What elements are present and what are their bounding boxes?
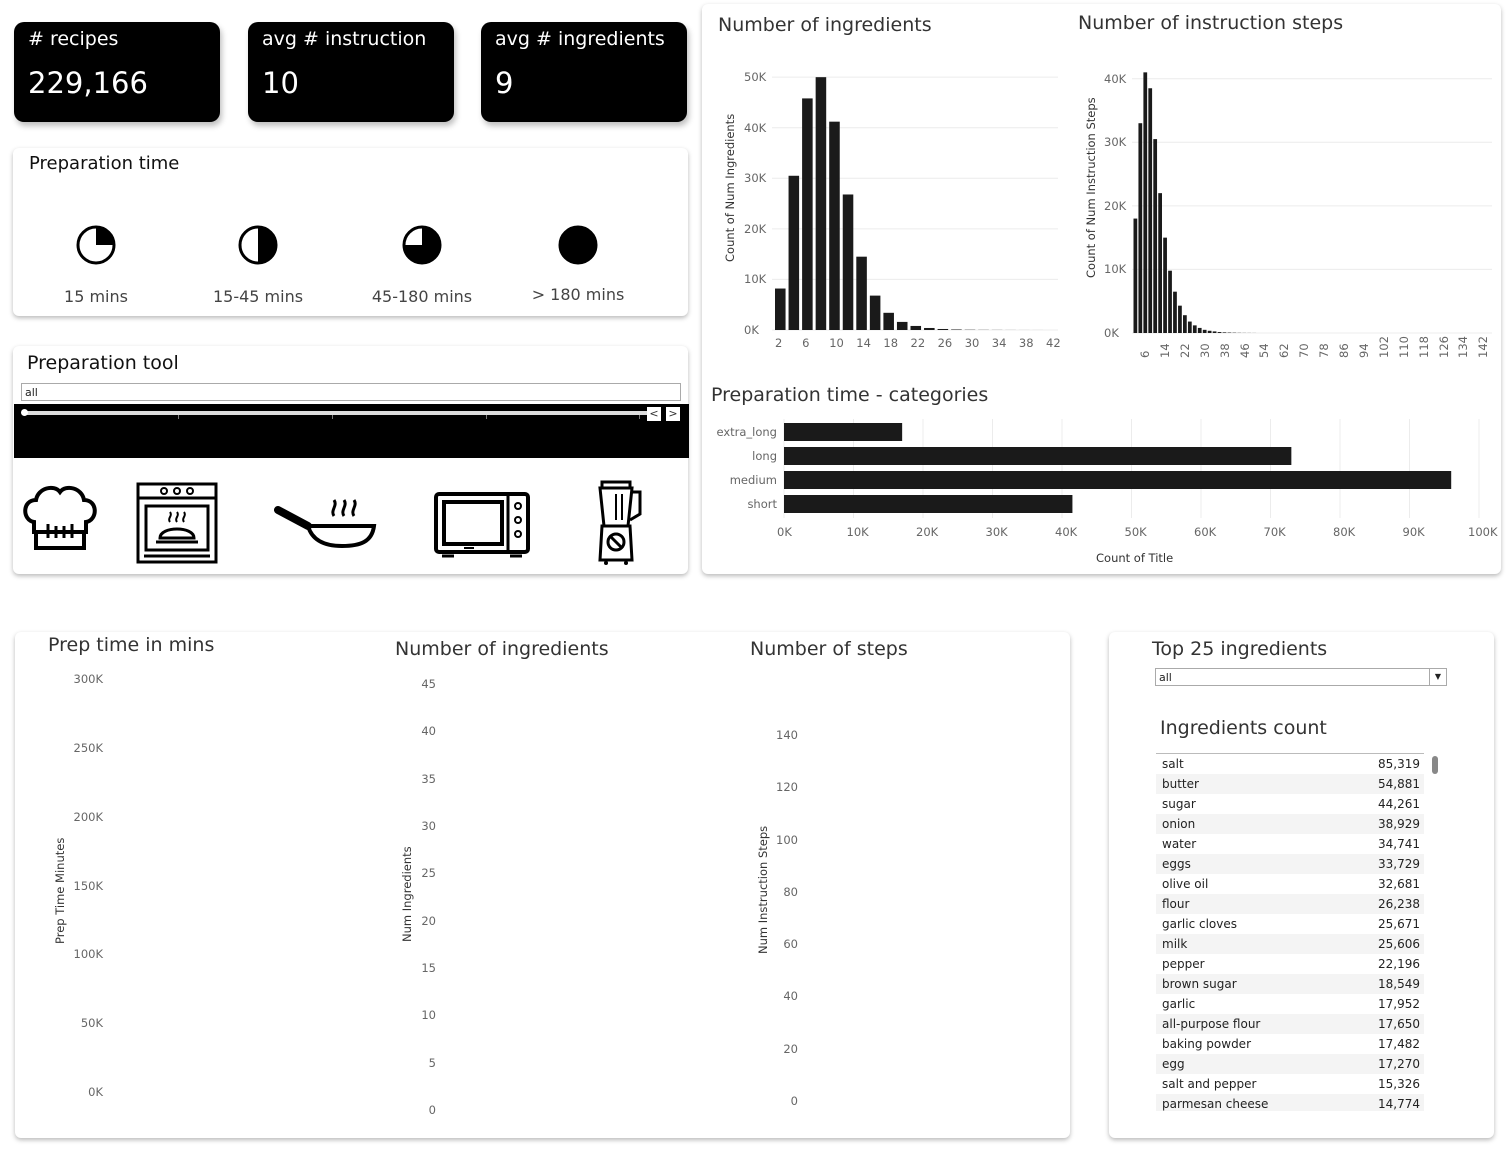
- ingredient-count: 85,319: [1378, 757, 1420, 771]
- table-row[interactable]: [1156, 1074, 1424, 1094]
- y-tick: 50K: [744, 70, 767, 85]
- prep-time-label[interactable]: 15-45 mins: [212, 287, 304, 306]
- x-tick: 14: [856, 336, 871, 350]
- histogram-bar: [816, 77, 827, 330]
- prep-time-label[interactable]: > 180 mins: [531, 285, 625, 304]
- category-label: long: [752, 449, 777, 463]
- ingredient-name: eggs: [1162, 857, 1191, 871]
- table-row[interactable]: [1156, 954, 1424, 974]
- ingredient-count: 44,261: [1378, 797, 1420, 811]
- y-tick: 15: [421, 961, 436, 975]
- prep-time-title: Preparation time: [29, 153, 180, 174]
- table-row[interactable]: [1156, 874, 1424, 894]
- histogram-bar: [1168, 271, 1172, 333]
- table-row[interactable]: [1156, 1014, 1424, 1034]
- ingredients-hist-ylabel: Count of Num Ingredients: [723, 113, 737, 262]
- category-bar: [784, 447, 1291, 465]
- ingredient-name: salt and pepper: [1162, 1077, 1257, 1091]
- x-tick: 62: [1277, 343, 1292, 358]
- prep-time-label[interactable]: 15 mins: [64, 287, 128, 306]
- half-clock-icon-fill: [258, 227, 276, 263]
- ingredient-name: water: [1162, 837, 1197, 851]
- chevron-down-icon[interactable]: ▼: [1429, 669, 1446, 685]
- ingredient-name: garlic cloves: [1162, 917, 1237, 931]
- y-tick: 10K: [744, 272, 767, 287]
- kpi-value: 229,166: [28, 66, 148, 100]
- y-tick: 150K: [73, 878, 103, 893]
- ingredient-name: all-purpose flour: [1162, 1017, 1261, 1031]
- table-row[interactable]: [1156, 834, 1424, 854]
- table-row[interactable]: [1156, 1094, 1424, 1111]
- kpi-label: # recipes: [28, 28, 119, 50]
- histogram-bar: [1138, 123, 1142, 333]
- histogram-bar: [1173, 292, 1177, 333]
- histogram-bar: [1203, 330, 1207, 333]
- table-row[interactable]: [1156, 934, 1424, 954]
- ingredient-count: 17,482: [1378, 1037, 1420, 1051]
- y-tick: 40K: [1104, 71, 1127, 86]
- x-tick: 34: [991, 336, 1007, 350]
- category-bar: [784, 423, 902, 441]
- ingredient-count: 38,929: [1378, 817, 1420, 831]
- x-tick: 94: [1356, 343, 1371, 358]
- category-label: medium: [729, 473, 777, 487]
- x-tick: 110: [1396, 336, 1411, 358]
- y-tick: 80: [783, 884, 798, 899]
- x-tick: 42: [1046, 336, 1061, 350]
- x-tick: 30: [1197, 343, 1212, 358]
- prep-box-title: Prep time in mins: [48, 634, 215, 656]
- x-tick: 126: [1436, 336, 1451, 358]
- ingredient-count: 17,270: [1378, 1057, 1420, 1071]
- y-tick: 100: [776, 832, 798, 847]
- y-tick: 10K: [1104, 262, 1127, 277]
- ingredients-hist-title: Number of ingredients: [718, 14, 932, 36]
- y-tick: 30K: [1104, 135, 1127, 150]
- ingredient-count: 22,196: [1378, 957, 1420, 971]
- ingredient-count: 18,549: [1378, 977, 1420, 991]
- table-row[interactable]: [1156, 994, 1424, 1014]
- histogram-bar: [1148, 88, 1152, 333]
- x-tick: 80K: [1333, 525, 1356, 539]
- ingredients-box-ylabel: Num Ingredients: [400, 846, 414, 942]
- ingredient-name: garlic: [1162, 997, 1196, 1011]
- categories-title: Preparation time - categories: [711, 384, 989, 406]
- table-row[interactable]: [1156, 814, 1424, 834]
- ingredient-name: flour: [1162, 897, 1190, 911]
- y-tick: 5: [428, 1055, 436, 1070]
- ingredient-count: 25,671: [1378, 917, 1420, 931]
- histogram-bar: [883, 313, 894, 330]
- table-row[interactable]: [1156, 754, 1424, 774]
- y-tick: 0: [790, 1094, 798, 1108]
- histogram-bar: [775, 289, 786, 330]
- ingredient-filter-value: all: [1159, 671, 1172, 684]
- ingredient-count: 17,952: [1378, 997, 1420, 1011]
- ingredient-name: pepper: [1162, 957, 1205, 971]
- steps-hist-title: Number of instruction steps: [1078, 12, 1344, 34]
- y-tick: 45: [421, 677, 436, 691]
- kpi-value: 9: [495, 66, 514, 100]
- prep-tool-title: Preparation tool: [27, 352, 179, 374]
- x-tick: 6: [802, 336, 810, 350]
- x-tick: 86: [1337, 343, 1351, 358]
- x-tick: 40K: [1055, 525, 1078, 539]
- x-tick: 0K: [777, 525, 792, 539]
- table-row[interactable]: [1156, 1034, 1424, 1054]
- y-tick: 0K: [744, 323, 759, 337]
- quarter-clock-icon-fill: [96, 227, 114, 245]
- kpi-label: avg # instruction: [262, 28, 427, 50]
- steps-box-ylabel: Num Instruction Steps: [756, 825, 770, 954]
- table-row[interactable]: [1156, 794, 1424, 814]
- histogram-bar: [1163, 238, 1167, 333]
- x-tick: 70K: [1263, 525, 1286, 539]
- x-tick: 38: [1217, 343, 1232, 358]
- x-tick: 30: [964, 336, 980, 350]
- histogram-bar: [924, 328, 935, 330]
- y-tick: 10: [421, 1008, 436, 1023]
- ingredient-name: milk: [1162, 937, 1188, 951]
- x-tick: 118: [1416, 336, 1431, 358]
- y-tick: 50K: [80, 1016, 103, 1031]
- histogram-bar: [843, 194, 854, 330]
- histogram-bar: [1134, 219, 1138, 333]
- x-tick: 102: [1376, 336, 1391, 358]
- histogram-bar: [951, 329, 962, 330]
- y-tick: 35: [421, 771, 436, 786]
- table-row[interactable]: [1156, 774, 1424, 794]
- histogram-bar: [1213, 331, 1217, 333]
- x-tick: 46: [1237, 343, 1252, 358]
- x-tick: 38: [1018, 336, 1034, 350]
- categories-xlabel: Count of Title: [1096, 551, 1174, 565]
- y-tick: 30K: [744, 171, 767, 186]
- y-tick: 200K: [73, 809, 103, 824]
- histogram-bar: [1143, 72, 1147, 333]
- x-tick: 50K: [1124, 525, 1147, 539]
- histogram-bar: [829, 122, 840, 330]
- ingredient-count: 14,774: [1378, 1097, 1420, 1111]
- prep-box-ylabel: Prep Time Minutes: [53, 837, 67, 944]
- ingredient-count: 34,741: [1378, 837, 1420, 851]
- ingredient-filter-dropdown[interactable]: [1155, 668, 1447, 686]
- histogram-bar: [789, 176, 800, 330]
- table-row[interactable]: [1156, 894, 1424, 914]
- ingredient-count: 25,606: [1378, 937, 1420, 951]
- y-tick: 300K: [73, 672, 103, 686]
- kpi-label: avg # ingredients: [495, 28, 665, 50]
- x-tick: 6: [1138, 350, 1152, 358]
- ingredients-count-title: Ingredients count: [1160, 717, 1327, 739]
- table-row[interactable]: [1156, 914, 1424, 934]
- y-tick: 0K: [1104, 326, 1119, 340]
- ingredient-count: 15,326: [1378, 1077, 1420, 1091]
- kpi-value: 10: [262, 66, 299, 100]
- ingredient-name: baking powder: [1162, 1037, 1251, 1051]
- x-tick: 30K: [985, 525, 1008, 539]
- y-tick: 100K: [73, 947, 103, 962]
- y-tick: 20: [783, 1041, 798, 1056]
- ingredient-name: sugar: [1162, 797, 1196, 811]
- histogram-bar: [1153, 139, 1157, 333]
- y-tick: 25: [421, 866, 436, 881]
- y-tick: 140: [776, 727, 798, 742]
- ingredient-count: 17,650: [1378, 1017, 1420, 1031]
- histogram-bar: [1198, 328, 1202, 333]
- histogram-bar: [1158, 193, 1162, 333]
- y-tick: 120: [776, 780, 798, 795]
- y-tick: 250K: [73, 740, 103, 755]
- x-tick: 2: [775, 336, 783, 350]
- histogram-bar: [802, 98, 813, 330]
- category-label: extra_long: [716, 425, 777, 439]
- x-tick: 60K: [1194, 525, 1217, 539]
- x-tick: 14: [1157, 343, 1172, 358]
- histogram-bar: [1218, 332, 1222, 333]
- histogram-bar: [1178, 306, 1182, 333]
- ingredients-table: [1156, 753, 1424, 1111]
- x-tick: 10K: [846, 525, 869, 539]
- slider-next-button[interactable]: >: [666, 407, 680, 421]
- ingredient-name: butter: [1162, 777, 1199, 791]
- y-tick: 30: [421, 819, 436, 833]
- tool-filter-input[interactable]: all: [21, 383, 681, 401]
- x-tick: 18: [883, 336, 899, 350]
- y-tick: 20K: [744, 221, 767, 236]
- category-label: short: [747, 497, 777, 511]
- histogram-bar: [1183, 315, 1187, 333]
- x-tick: 134: [1456, 336, 1471, 358]
- histogram-bar: [911, 326, 922, 330]
- histogram-bar: [1188, 322, 1192, 333]
- ingredients-box-title: Number of ingredients: [395, 638, 609, 660]
- ingredient-name: egg: [1162, 1057, 1185, 1071]
- histogram-bar: [1223, 332, 1227, 333]
- prep-time-label[interactable]: 45-180 mins: [371, 287, 473, 306]
- top-ingredients-title: Top 25 ingredients: [1152, 638, 1328, 660]
- ingredient-count: 32,681: [1378, 877, 1420, 891]
- histogram-bar: [856, 257, 867, 330]
- steps-box-title: Number of steps: [750, 638, 908, 660]
- table-row[interactable]: [1156, 1054, 1424, 1074]
- y-tick: 40: [783, 989, 798, 1004]
- y-tick: 20K: [1104, 198, 1127, 213]
- x-tick: 20K: [916, 525, 939, 539]
- ingredient-name: parmesan cheese: [1162, 1097, 1269, 1111]
- ingredient-name: onion: [1162, 817, 1196, 831]
- histogram-bar: [1193, 325, 1197, 333]
- x-tick: 26: [937, 336, 953, 350]
- x-tick: 90K: [1402, 525, 1425, 539]
- y-tick: 40: [421, 724, 436, 739]
- ingredient-name: salt: [1162, 757, 1184, 771]
- ingredient-name: olive oil: [1162, 877, 1209, 891]
- y-tick: 0: [428, 1103, 436, 1117]
- histogram-bar: [1208, 331, 1212, 333]
- histogram-bar: [938, 329, 949, 330]
- x-tick: 70: [1297, 343, 1312, 358]
- histogram-bar: [897, 322, 908, 330]
- table-row[interactable]: [1156, 974, 1424, 994]
- ingredient-count: 33,729: [1378, 857, 1420, 871]
- x-tick: 100K: [1468, 525, 1498, 539]
- x-tick: 22: [1177, 343, 1192, 358]
- y-tick: 20: [421, 913, 436, 928]
- x-tick: 54: [1257, 343, 1272, 358]
- category-bar: [784, 471, 1451, 489]
- x-tick: 10: [829, 336, 844, 350]
- slider-prev-button[interactable]: <: [647, 407, 661, 421]
- histogram-bar: [870, 296, 881, 330]
- x-tick: 78: [1317, 343, 1332, 358]
- y-tick: 40K: [744, 120, 767, 135]
- y-tick: 0K: [88, 1085, 103, 1099]
- table-scrollbar[interactable]: [1432, 756, 1438, 774]
- x-tick: 22: [910, 336, 926, 350]
- y-tick: 60: [783, 937, 798, 952]
- ingredient-name: brown sugar: [1162, 977, 1237, 991]
- table-row[interactable]: [1156, 854, 1424, 874]
- full-clock-icon: [560, 227, 596, 263]
- category-bar: [784, 495, 1072, 513]
- steps-hist-ylabel: Count of Num Instruction Steps: [1084, 97, 1098, 278]
- ingredient-count: 26,238: [1378, 897, 1420, 911]
- x-tick: 142: [1476, 336, 1491, 358]
- ingredient-count: 54,881: [1378, 777, 1420, 791]
